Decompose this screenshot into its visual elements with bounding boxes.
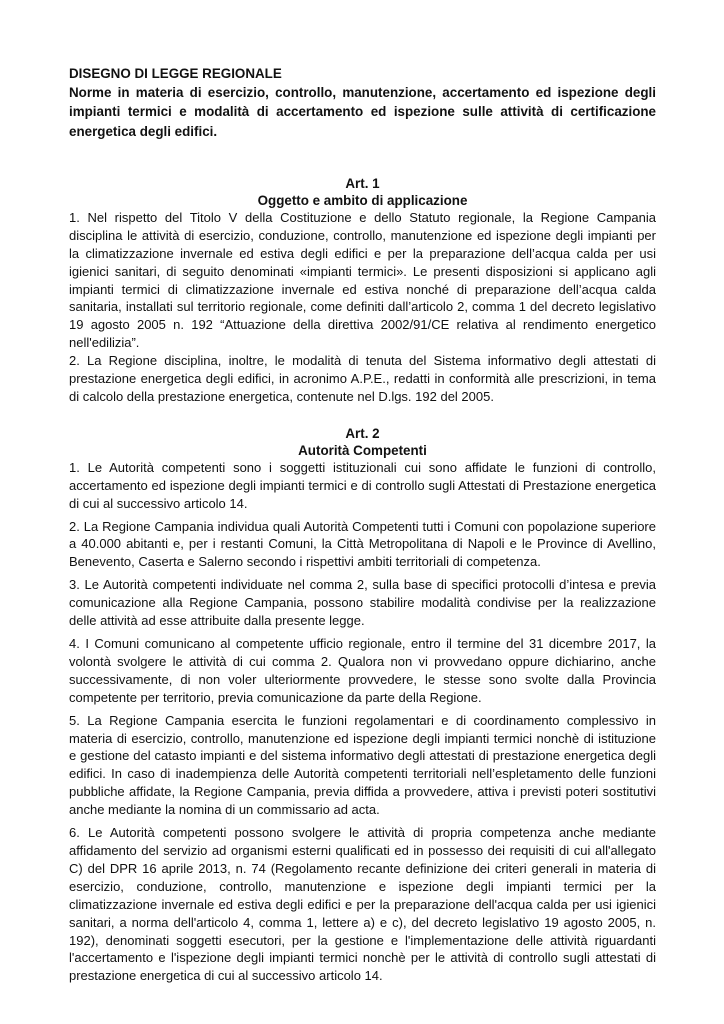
document-title: DISEGNO DI LEGGE REGIONALE	[69, 66, 282, 81]
article-heading: Oggetto e ambito di applicazione	[257, 192, 468, 208]
article-paragraph: 1. Le Autorità competenti sono i soggetti istituzionali cui sono affidate le funzioni di controllo, accertamento ed ispezione degli impianti termici e di controllo sugli Attestati di Prestazione energetica di cui al successivo articolo 14.	[69, 459, 656, 511]
document-subtitle: Norme in materia di esercizio, controllo, manutenzione, accertamento ed ispezione degli impianti termici e modalità di accertamento ed ispezione sulle attività di certificazione energetica degli edifici.	[69, 85, 656, 139]
article-paragraph: 4. I Comuni comunicano al competente ufficio regionale, entro il termine del 31 dicembre 2017, la volontà svolgere le attività di cui comma 2. Qualora non vi provvedano oppure dichiarino, anche successivamente, di non voler ulteriormente provvedere, le stesse sono svolte dalla Provincia competente per territorio, previa comunicazione da parte della Regione.	[69, 636, 656, 705]
document-page	[69, 64, 656, 985]
article-number: Art. 1	[345, 175, 380, 191]
article-paragraph: 2. La Regione Campania individua quali Autorità Competenti tutti i Comuni con popolazione superiore a 40.000 abitanti e, per i restanti Comuni, la Città Metropolitana di Napoli e le Province di Avellino, Benevento, Caserta e Salerno secondo i rispettivi ambiti territoriali di competenza.	[69, 518, 656, 570]
article-paragraph: 3. Le Autorità competenti individuate nel comma 2, sulla base di specifici protocolli d’intesa e previa comunicazione alla Regione Campania, possono stabilire modalità condivise per la realizzazione delle attività ad esse attribuite dalla presente legge.	[69, 577, 656, 629]
article-paragraph: 6. Le Autorità competenti possono svolgere le attività di propria competenza anche mediante affidamento del servizio ad organismi esterni qualificati ed in possesso dei requisiti di cui all'allegato C) del DPR 16 aprile 2013, n. 74 (Regolamento recante definizione dei criteri generali in materia di esercizio, conduzione, controllo, manutenzione e ispezione degli impianti termici per la climatizzazione invernale ed estiva degli edifici e per la preparazione dell'acqua calda per usi igienici sanitari, a norma dell'articolo 4, comma 1, lettere a) e c), del decreto legislativo 19 agosto 2005, n. 192), denominati soggetti esecutori, per la gestione e l'implementazione delle attività riguardanti l'accertamento e l'ispezione degli impianti termici nonchè per le attività di controllo sugli attestati di prestazione energetica di cui al successivo articolo 14.	[69, 825, 656, 984]
article-heading: Autorità Competenti	[298, 442, 427, 458]
article-number: Art. 2	[345, 425, 380, 441]
article-1	[69, 175, 656, 406]
article-paragraph: 1. Nel rispetto del Titolo V della Costituzione e dello Statuto regionale, la Regione Campania disciplina le attività di esercizio, conduzione, controllo, manutenzione ed ispezione degli impianti per la climatizzazione invernale ed estiva degli edifici e per la preparazione dell’acqua calda per usi igienici sanitari, di seguito denominati «impianti termici». Le presenti disposizioni si applicano agli impianti termici di climatizzazione invernale ed estiva nonché di preparazione dell’acqua calda sanitaria, installati sul territorio regionale, come definiti dall’articolo 2, comma 1 del decreto legislativo 19 agosto 2005 n. 192 “Attuazione della direttiva 2002/91/CE relativa al rendimento energetico nell'edilizia”.	[69, 209, 656, 351]
article-paragraph: 2. La Regione disciplina, inoltre, le modalità di tenuta del Sistema informativo degli attestati di prestazione energetica degli edifici, in acronimo A.P.E., redatti in conformità alle prescrizioni, in tema di calcolo della prestazione energetica, contenute nel D.lgs. 192 del 2005.	[69, 353, 656, 404]
article-paragraph: 5. La Regione Campania esercita le funzioni regolamentari e di coordinamento complessivo in materia di esercizio, controllo, manutenzione ed ispezione degli impianti termici nonchè di istituzione e gestione del catasto impianti e del sistema informativo degli attestati di prestazione energetica degli edifici. In caso di inadempienza delle Autorità competenti territoriali nell’espletamento delle funzioni pubbliche affidate, la Regione Campania, previa diffida a provvedere, attiva i previsti poteri sostitutivi anche mediante la nomina di un commissario ad acta.	[69, 712, 656, 818]
article-2	[69, 425, 656, 985]
